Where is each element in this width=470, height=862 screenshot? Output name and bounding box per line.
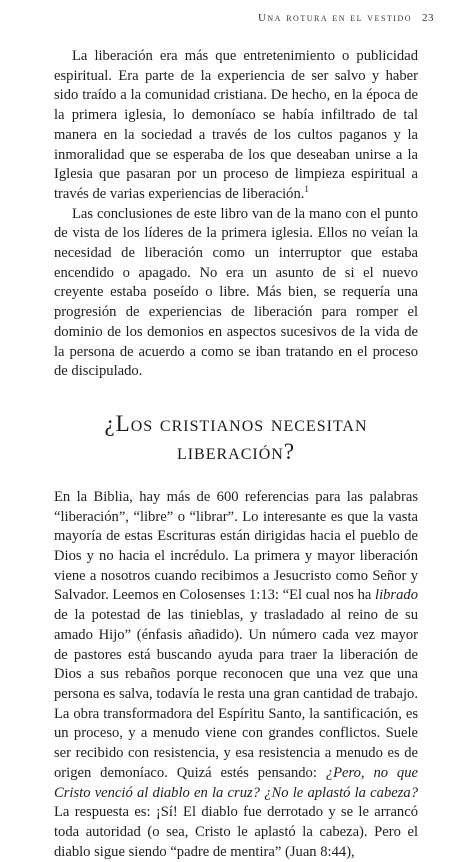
paragraph-text: La liberación era más que entretenimiento o publicidad espiritual. Era parte de la experiencia de ser salvo y haber sido traído a la comunidad cristiana. De hecho, en la época de la primera iglesia, lo demoníaco se había infiltrado de tal manera en la sociedad a través de los cultos paganos y la inmoralidad que se esperaba de los que deseaban unirse a la Iglesia que pasaran por un proceso de limpieza espiritual a través de varias experiencias de liberación. — [54, 48, 418, 202]
paragraph-bible-references — [54, 488, 418, 862]
body-text — [54, 47, 418, 862]
running-title: Una rotura en el vestido — [257, 12, 412, 24]
footnote-reference: 1 — [304, 184, 309, 195]
emphasis-librado: librado — [375, 587, 418, 604]
section-heading — [54, 410, 418, 466]
paragraph-liberation-intro — [54, 47, 418, 205]
running-header — [258, 12, 434, 24]
paragraph-conclusions: Las conclusiones de este libro van de la mano con el punto de vista de los líderes de la primera iglesia. Ellos no veían la necesidad de liberación como un interruptor que estaba encendido o apagado. No era un asunto de si el nuevo creyente estaba poseído o libre. Más bien, se requería una progresión de experiencias de liberación para romper el dominio de los demonios en aspectos sucesivos de la vida de la persona de acuerdo a como se iban tratando en el proceso de discipulado. — [54, 205, 418, 380]
section-heading-line-1: ¿Los cristianos necesitan — [104, 410, 368, 436]
paragraph-text-part-3: La respuesta es: ¡Sí! El diablo fue derrotado y se le arrancó toda autoridad (o sea, Cristo le aplastó la cabeza). Pero el diablo sigue siendo “padre de mentira” (Juan 8:44), — [54, 804, 418, 860]
paragraph-text-part-2: de la potestad de las tinieblas, y trasladado al reino de su amado Hijo” (énfasis añadido). Un número cada vez mayor de pastores está buscando ayuda para traer la liberación de Dios a sus rebaños porque reconocen que una vez que una persona es salva, todavía le resta una gran cantidad de trabajo. La obra transformadora del Espíritu Santo, la santificación, es un proceso, y a menudo viene con grandes conflictos. Suele ser recibido con resistencia, y esa resistencia a menudo es de origen demoníaco. Quizá estés pensando: — [54, 607, 418, 781]
paragraph-text-part-1: En la Biblia, hay más de 600 referencias para las palabras “liberación”, “libre” o “librar”. Lo interesante es que la vasta mayoría de estas Escrituras están dirigidas hacia el pueblo de Dios y no hacia el incrédulo. La primera y mayor liberación viene a nosotros cuando recibimos a Jesucristo como Señor y Salvador. Leemos en Colosenses 1:13: “El cual nos ha — [54, 488, 418, 604]
section-heading-line-2: liberación? — [176, 438, 296, 464]
page-number: 23 — [422, 12, 434, 24]
emphasis-question: ¿Pero, no que Cristo venció al diablo en la cruz? ¿No le aplastó la cabeza? — [54, 764, 418, 801]
